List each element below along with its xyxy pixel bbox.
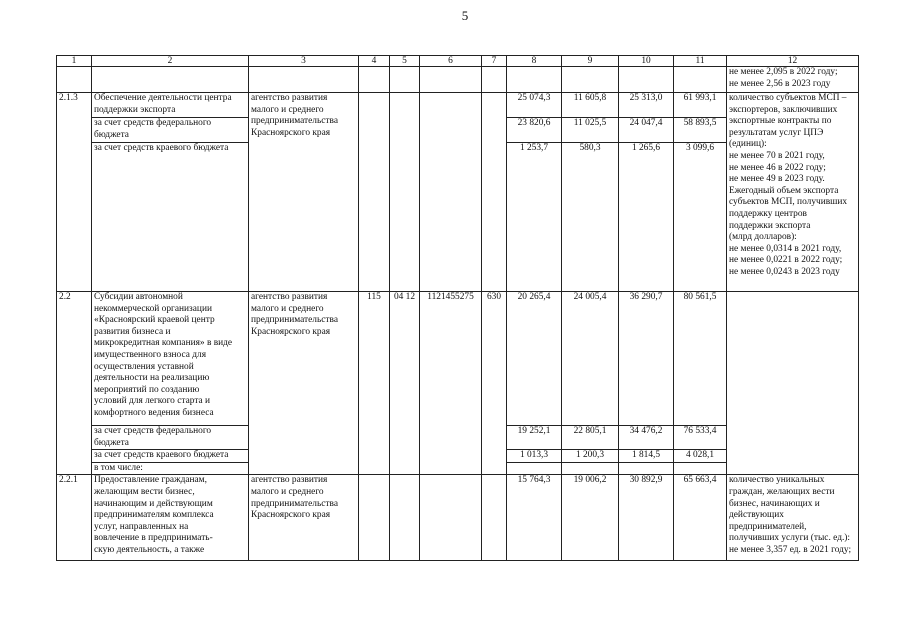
row-number: 2.2.1: [57, 475, 92, 561]
result-cell: количество субъектов МСП – экспортеров, заключивших экспортные контракты по результатам услуг ЦПЭ (единиц): не менее 70 в 2021 году, не менее 46 в 2022 году; не менее 49 в 2023 году. Ежегодный объем экспорта субъектов МСП, получивших поддержку центров поддержки экспорта (млрд долларов): не менее 0,0314 в 2021 году, не менее 0,0221 в 2022 году; не менее 0,0243 в 2023 году: [727, 93, 859, 292]
value-total: 76 533,4: [674, 426, 727, 450]
table-row-2-1-3: [57, 93, 859, 118]
table-row-2-2-1: [57, 475, 859, 561]
row-number: 2.1.3: [57, 93, 92, 292]
measure-name: Обеспечение деятельности центра поддержки экспорта: [92, 93, 249, 118]
header-cell: 11: [674, 56, 727, 67]
header-row: [57, 56, 859, 67]
result-cell: количество уникальных граждан, желающих вести бизнес, начинающих и действующих предпринимателей, получивших услуги (тыс. ед.): не менее 3,357 ед. в 2021 году;: [727, 475, 859, 561]
value-total: 80 561,5: [674, 292, 727, 426]
value-2023: 30 892,9: [619, 475, 674, 561]
funding-label: за счет средств краевого бюджета: [92, 143, 249, 292]
result-cell: не менее 2,095 в 2022 году; не менее 2,56 в 2023 году: [727, 67, 859, 93]
value-2022: 19 006,2: [562, 475, 619, 561]
header-cell: 2: [92, 56, 249, 67]
value-2022: 1 200,3: [562, 450, 619, 463]
program-table: [56, 55, 859, 561]
executor: агентство развития малого и среднего предпринимательства Красноярского края: [249, 93, 359, 292]
value-2023: 25 313,0: [619, 93, 674, 118]
executor: агентство развития малого и среднего предпринимательства Красноярского края: [249, 292, 359, 475]
vr-code: 630: [482, 292, 507, 475]
table-row-2-2: [57, 292, 859, 426]
value-2023: 34 476,2: [619, 426, 674, 450]
funding-label: за счет средств федерального бюджета: [92, 118, 249, 143]
value-2022: 11 025,5: [562, 118, 619, 143]
value-2023: 24 047,4: [619, 118, 674, 143]
value-2023: 1 265,6: [619, 143, 674, 292]
value-total: 58 893,5: [674, 118, 727, 143]
grbs-code: 115: [359, 292, 390, 475]
value-total: 65 663,4: [674, 475, 727, 561]
funding-label: за счет средств федерального бюджета: [92, 426, 249, 450]
value-2021: 1 253,7: [507, 143, 562, 292]
value-2022: 580,3: [562, 143, 619, 292]
csr-code: 1121455275: [420, 292, 482, 475]
header-cell: 6: [420, 56, 482, 67]
value-2022: 22 805,1: [562, 426, 619, 450]
value-2022: 11 605,8: [562, 93, 619, 118]
value-total: 3 099,6: [674, 143, 727, 292]
funding-label: за счет средств краевого бюджета: [92, 450, 249, 463]
header-cell: 5: [390, 56, 420, 67]
including-label: в том числе:: [92, 462, 249, 475]
header-cell: 9: [562, 56, 619, 67]
value-2021: 25 074,3: [507, 93, 562, 118]
row-number: 2.2: [57, 292, 92, 475]
value-2023: 36 290,7: [619, 292, 674, 426]
value-2021: 20 265,4: [507, 292, 562, 426]
value-2023: 1 814,5: [619, 450, 674, 463]
page-number: 5: [461, 8, 469, 23]
value-total: 4 028,1: [674, 450, 727, 463]
value-2021: 1 013,3: [507, 450, 562, 463]
header-cell: 4: [359, 56, 390, 67]
measure-name: Предоставление гражданам, желающим вести бизнес, начинающим и действующим предпринимателям комплекса услуг, направленных на вовлечение в предпринимать- скую деятельность, а также: [92, 475, 249, 561]
continuation-row: [57, 67, 859, 93]
header-cell: 3: [249, 56, 359, 67]
header-cell: 7: [482, 56, 507, 67]
executor: агентство развития малого и среднего предпринимательства Красноярского края: [249, 475, 359, 561]
header-cell: 1: [57, 56, 92, 67]
value-2021: 23 820,6: [507, 118, 562, 143]
value-2022: 24 005,4: [562, 292, 619, 426]
value-total: 61 993,1: [674, 93, 727, 118]
header-cell: 12: [727, 56, 859, 67]
value-2021: 19 252,1: [507, 426, 562, 450]
value-2021: 15 764,3: [507, 475, 562, 561]
rzpr-code: 04 12: [390, 292, 420, 475]
header-cell: 8: [507, 56, 562, 67]
header-cell: 10: [619, 56, 674, 67]
measure-name: Субсидии автономной некоммерческой организации «Красноярский краевой центр развития бизнеса и микрокредитная компания» в виде имущественного взноса для осуществления уставной деятельности на реализацию мероприятий по созданию условий для легкого старта и комфортного ведения бизнеса: [92, 292, 249, 426]
